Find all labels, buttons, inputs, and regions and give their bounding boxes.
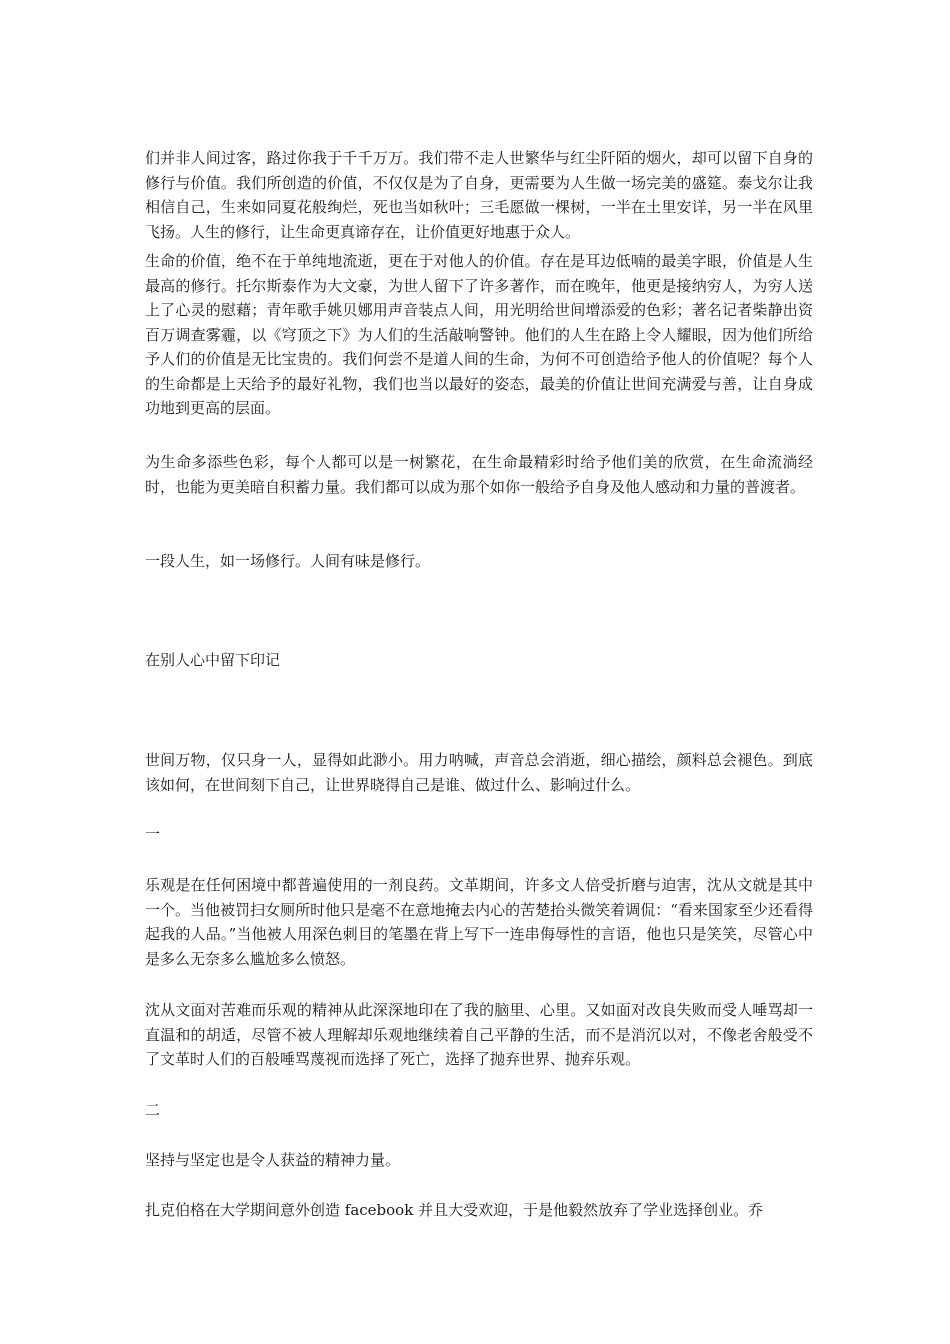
body-paragraph: 们并非人间过客，路过你我于千千万万。我们带不走人世繁华与红尘阡陌的烟火，却可以留下自身的修行与价值。我们所创造的价值，不仅仅是为了自身，更需要为人生做一场完美的盛筵。泰戈尔让我相信自己，生来如同夏花般绚烂，死也当如秋叶；三毛愿做一棵树，一半在土里安详，另一半在风里飞扬。人生的修行，让生命更真谛存在，让价值更好地惠于众人。	[145, 149, 813, 241]
body-paragraph: 生命的价值，绝不在于单纯地流逝，更在于对他人的价值。存在是耳边低喃的最美字眼，价值是人生最高的修行。托尔斯泰作为大文豪，为世人留下了许多著作，而在晚年，他更是接纳穷人，为穷人送上了心灵的慰藉；青年歌手姚贝娜用声音装点人间，用光明给世间增添爱的色彩；著名记者柴静出资百万调查雾霾，以《穹顶之下》为人们的生活敲响警钟。他们的人生在路上令人耀眼，因为他们所给予人们的价值是无比宝贵的。我们何尝不是道人间的生命，为何不可创造给予他人的价值呢？每个人的生命都是上天给予的最好礼物，我们也当以最好的姿态，最美的价值让世间充满爱与善，让自身成功地到更高的层面。	[145, 252, 813, 417]
body-paragraph: 为生命多添些色彩，每个人都可以是一树繁花，在生命最精彩时给予他们美的欣赏，在生命流淌经时，也能为更美暗自积蓄力量。我们都可以成为那个如你一般给予自身及他人感动和力量的普渡者。	[145, 453, 813, 496]
body-paragraph: 扎克伯格在大学期间意外创造 facebook 并且大受欢迎，于是他毅然放弃了学业选择创业。乔	[145, 1201, 764, 1219]
section-number: 二	[145, 1101, 161, 1119]
body-paragraph: 坚持与坚定也是令人获益的精神力量。	[145, 1151, 401, 1169]
section-number: 一	[145, 825, 161, 843]
body-paragraph: 世间万物，仅只身一人，显得如此渺小。用力呐喊，声音总会消逝，细心描绘，颜料总会褪色。到底该如何，在世间刻下自己，让世界晓得自己是谁、做过什么、影响过什么。	[145, 751, 813, 794]
body-paragraph: 一段人生，如一场修行。人间有味是修行。	[145, 552, 431, 570]
body-paragraph: 乐观是在任何困境中都普遍使用的一剂良药。文革期间，许多文人倍受折磨与迫害，沈从文就是其中一个。当他被罚扫女厕所时他只是毫不在意地掩去内心的苦楚抬头微笑着调侃：“看来国家至少还看得起我的人品。”当他被人用深色刺目的笔墨在背上写下一连串侮辱性的言语，他也只是笑笑，尽管心中是多么无奈多么尴尬多么愤怒。	[145, 876, 813, 968]
section-heading: 在别人心中留下印记	[145, 651, 281, 669]
body-paragraph: 沈从文面对苦难而乐观的精神从此深深地印在了我的脑里、心里。又如面对改良失败而受人唾骂却一直温和的胡适，尽管不被人理解却乐观地继续着自己平静的生活，而不是消沉以对，不像老舍般受不了文革时人们的百般唾骂蔑视而选择了死亡，选择了抛弃世界、抛弃乐观。	[145, 1001, 813, 1068]
